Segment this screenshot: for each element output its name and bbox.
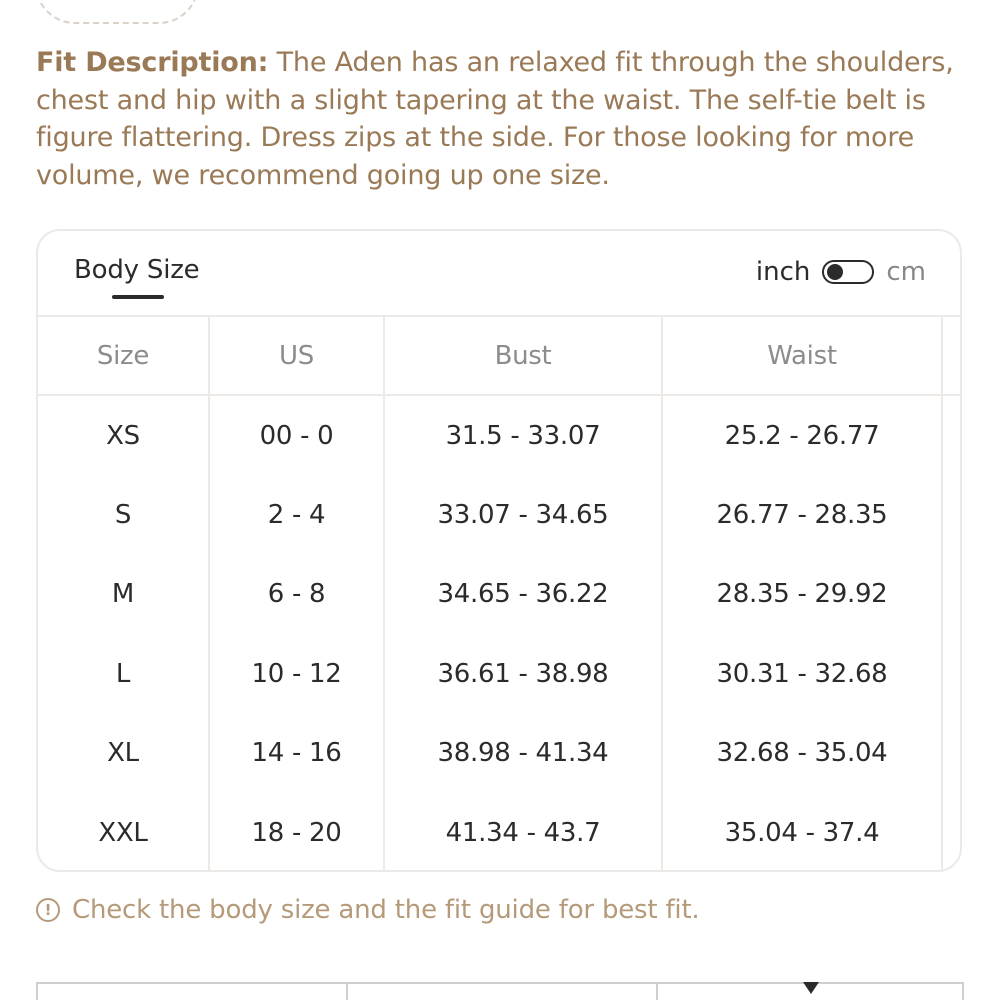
- cell-waist: 30.31 - 32.68: [663, 634, 943, 713]
- cell-size: XS: [38, 396, 210, 475]
- next-section-segment: [348, 984, 658, 1000]
- tab-body-size[interactable]: Body Size: [74, 255, 200, 285]
- cell-us: 18 - 20: [210, 793, 385, 872]
- table-row: [38, 793, 962, 872]
- table-row: [38, 714, 962, 793]
- next-section-edge: [36, 982, 964, 1000]
- table-row: [38, 475, 962, 554]
- cell-waist: 32.68 - 35.04: [663, 714, 943, 793]
- previous-section-edge: [35, 0, 199, 24]
- column-header-waist: Waist: [663, 317, 943, 394]
- fit-description-label: Fit Description:: [36, 47, 269, 78]
- tab-active-indicator: [112, 295, 164, 299]
- cell-bust: 31.5 - 33.07: [385, 396, 663, 475]
- fit-description: [36, 44, 966, 194]
- cell-us: 6 - 8: [210, 555, 385, 634]
- column-header-us: US: [210, 317, 385, 394]
- cell-us: 2 - 4: [210, 475, 385, 554]
- unit-toggle: [756, 257, 926, 287]
- unit-toggle-switch[interactable]: [822, 260, 874, 284]
- caret-down-icon: [803, 982, 819, 994]
- cell-bust: 41.34 - 43.7: [385, 793, 663, 872]
- cell-bust: 33.07 - 34.65: [385, 475, 663, 554]
- cell-waist: 26.77 - 28.35: [663, 475, 943, 554]
- cell-bust: 36.61 - 38.98: [385, 634, 663, 713]
- unit-inch-label[interactable]: inch: [755, 257, 811, 287]
- cell-overflow: [943, 634, 962, 713]
- cell-overflow: [943, 793, 962, 872]
- cell-waist: 25.2 - 26.77: [663, 396, 943, 475]
- cell-size: XL: [38, 714, 210, 793]
- table-row: [38, 396, 962, 475]
- fit-note-text: Check the body size and the fit guide for best fit.: [72, 895, 700, 925]
- table-body: [38, 396, 962, 872]
- cell-waist: 28.35 - 29.92: [663, 555, 943, 634]
- cell-overflow: [943, 475, 962, 554]
- fit-description-text: The Aden has an relaxed fit through the shoulders, chest and hip with a slight tapering at the waist. The self-tie belt is figure flattering. Dress zips at the side. For those looking for more volume, we recommend going up one size.: [36, 47, 954, 191]
- next-section-segment[interactable]: [658, 984, 962, 1000]
- fit-note: [36, 895, 700, 925]
- table-row: [38, 555, 962, 634]
- cell-overflow: [943, 714, 962, 793]
- cell-waist: 35.04 - 37.4: [663, 793, 943, 872]
- size-chart-header: [38, 231, 960, 317]
- size-table: [38, 317, 962, 872]
- column-header-overflow: [943, 317, 962, 394]
- cell-bust: 38.98 - 41.34: [385, 714, 663, 793]
- column-header-bust: Bust: [385, 317, 663, 394]
- table-row: [38, 634, 962, 713]
- cell-us: 14 - 16: [210, 714, 385, 793]
- cell-size: L: [38, 634, 210, 713]
- cell-overflow: [943, 555, 962, 634]
- cell-bust: 34.65 - 36.22: [385, 555, 663, 634]
- unit-cm-label[interactable]: cm: [886, 257, 926, 287]
- size-chart-card: [36, 229, 962, 872]
- cell-size: XXL: [38, 793, 210, 872]
- next-section-segment: [38, 984, 348, 1000]
- cell-size: S: [38, 475, 210, 554]
- cell-us: 10 - 12: [210, 634, 385, 713]
- toggle-knob: [827, 264, 843, 280]
- column-header-size: Size: [38, 317, 210, 394]
- cell-overflow: [943, 396, 962, 475]
- info-circle-icon: !: [36, 898, 60, 922]
- cell-size: M: [38, 555, 210, 634]
- cell-us: 00 - 0: [210, 396, 385, 475]
- table-header-row: [38, 317, 962, 396]
